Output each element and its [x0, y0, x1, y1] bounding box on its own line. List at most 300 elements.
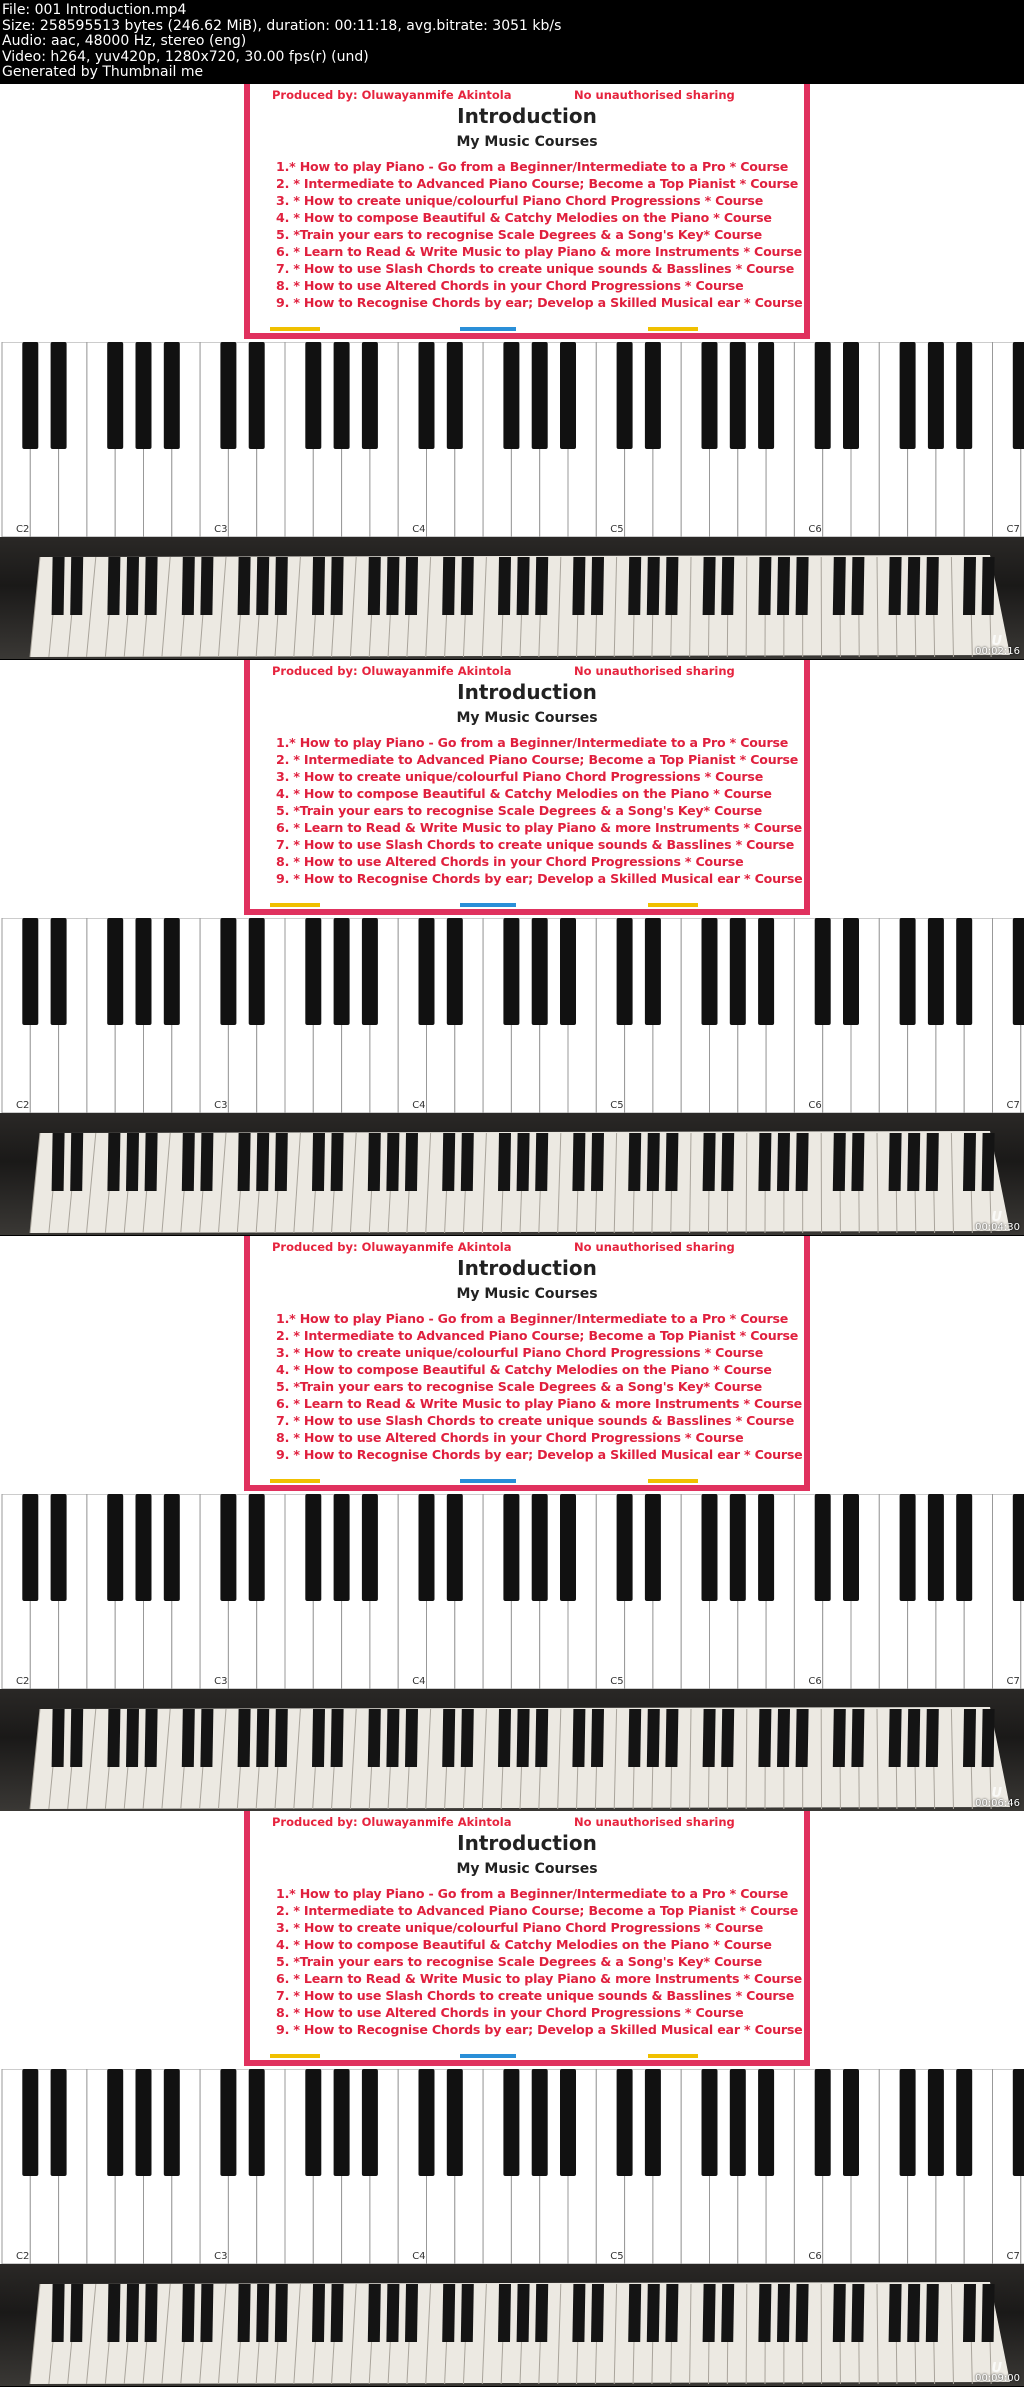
photo-black-key: [312, 2284, 325, 2342]
course-item: 4. * How to compose Beautiful & Catchy Melodies on the Piano * Course: [276, 210, 772, 225]
photo-black-key: [982, 2284, 995, 2342]
black-key: [362, 1494, 378, 1601]
slide-bottom-strip: [270, 2054, 790, 2058]
photo-black-key: [796, 557, 809, 615]
photo-black-key: [461, 1133, 474, 1191]
black-key: [220, 1494, 236, 1601]
photo-black-key: [535, 1133, 548, 1191]
photo-black-key: [907, 557, 920, 615]
photo-black-key: [405, 1133, 418, 1191]
black-key: [107, 342, 123, 449]
black-key: [334, 918, 350, 1025]
black-key: [447, 2069, 463, 2176]
course-item: 4. * How to compose Beautiful & Catchy Melodies on the Piano * Course: [276, 786, 772, 801]
photo-black-key: [758, 1709, 771, 1767]
course-item: 9. * How to Recognise Chords by ear; Develop a Skilled Musical ear * Course: [276, 2022, 803, 2037]
photo-black-key: [368, 2284, 381, 2342]
black-key: [645, 918, 661, 1025]
black-key: [730, 2069, 746, 2176]
black-key: [220, 2069, 236, 2176]
black-key: [730, 918, 746, 1025]
black-key: [334, 1494, 350, 1601]
black-key: [702, 1494, 718, 1601]
course-item: 9. * How to Recognise Chords by ear; Develop a Skilled Musical ear * Course: [276, 871, 803, 886]
black-key: [447, 342, 463, 449]
black-key: [136, 342, 152, 449]
black-key: [305, 2069, 321, 2176]
keyboard-diagram-svg: [0, 1494, 1024, 1689]
video-frame: [0, 1811, 1024, 2386]
photo-black-key: [182, 1133, 195, 1191]
black-key: [900, 1494, 916, 1601]
photo-black-key: [628, 1133, 641, 1191]
photo-key-divider: [746, 557, 747, 657]
photo-black-key: [851, 2284, 864, 2342]
photo-black-key: [498, 1709, 511, 1767]
photo-black-key: [851, 1709, 864, 1767]
black-key: [419, 342, 435, 449]
black-key: [843, 2069, 859, 2176]
photo-black-key: [182, 2284, 195, 2342]
keyboard-diagram: [0, 918, 1024, 1113]
black-key: [107, 918, 123, 1025]
photo-black-key: [368, 1709, 381, 1767]
video-info: Video: h264, yuv420p, 1280x720, 30.00 fps(r) (und): [2, 48, 369, 65]
black-key: [532, 342, 548, 449]
black-key: [645, 1494, 661, 1601]
photo-black-key: [107, 557, 120, 615]
octave-label: C4: [412, 1676, 426, 1687]
video-frame: [0, 660, 1024, 1235]
photo-black-key: [331, 1709, 344, 1767]
photo-black-key: [703, 1709, 716, 1767]
course-item: 8. * How to use Altered Chords in your Chord Progressions * Course: [276, 278, 744, 293]
octave-label: C4: [412, 1100, 426, 1111]
producer-credit: Produced by: Oluwayanmife Akintola: [272, 88, 512, 102]
photo-black-key: [70, 1133, 83, 1191]
octave-label: C5: [610, 2251, 624, 2262]
keyboard-photo-svg: [0, 2264, 1024, 2386]
course-item: 7. * How to use Slash Chords to create unique sounds & Basslines * Course: [276, 1413, 795, 1428]
photo-black-key: [256, 1133, 269, 1191]
black-key: [560, 1494, 576, 1601]
black-key: [107, 1494, 123, 1601]
photo-black-key: [907, 1709, 920, 1767]
photo-black-key: [665, 557, 678, 615]
photo-black-key: [963, 1709, 976, 1767]
keyboard-diagram-svg: [0, 342, 1024, 537]
photo-black-key: [572, 1709, 585, 1767]
course-item: 2. * Intermediate to Advanced Piano Course; Become a Top Pianist * Course: [276, 1328, 799, 1343]
black-key: [51, 2069, 67, 2176]
black-key: [22, 2069, 38, 2176]
black-key: [532, 1494, 548, 1601]
black-key: [560, 2069, 576, 2176]
photo-black-key: [721, 2284, 734, 2342]
octave-label: C2: [16, 1100, 30, 1111]
black-key: [702, 918, 718, 1025]
octave-label: C3: [214, 1676, 228, 1687]
frame-timestamp: 00:06:46: [975, 1798, 1020, 1809]
file-size: Size: 258595513 bytes (246.62 MiB), duration: 00:11:18, avg.bitrate: 3051 kb/s: [2, 17, 562, 34]
photo-black-key: [386, 1133, 399, 1191]
black-key: [617, 342, 633, 449]
black-key: [503, 2069, 519, 2176]
photo-black-key: [665, 2284, 678, 2342]
photo-black-key: [517, 2284, 530, 2342]
black-key: [249, 918, 265, 1025]
black-key: [815, 342, 831, 449]
octave-label: C3: [214, 2251, 228, 2262]
photo-black-key: [628, 557, 641, 615]
sharing-notice: No unauthorised sharing: [574, 664, 735, 678]
black-key: [136, 1494, 152, 1601]
slide-subtitle: My Music Courses: [456, 1286, 598, 1302]
octave-label: C2: [16, 2251, 30, 2262]
course-list: [276, 158, 803, 311]
photo-black-key: [275, 557, 288, 615]
photo-black-key: [200, 557, 213, 615]
sharing-notice: No unauthorised sharing: [574, 88, 735, 102]
black-key: [900, 2069, 916, 2176]
photo-black-key: [721, 557, 734, 615]
octave-label: C5: [610, 1676, 624, 1687]
audio-info: Audio: aac, 48000 Hz, stereo (eng): [2, 33, 247, 49]
photo-black-key: [758, 2284, 771, 2342]
black-key: [22, 1494, 38, 1601]
photo-black-key: [386, 1709, 399, 1767]
keyboard-diagram: [0, 1494, 1024, 1689]
photo-black-key: [52, 2284, 65, 2342]
octave-label: C5: [610, 524, 624, 535]
watermark-logo: U: [991, 1210, 1002, 1225]
sharing-notice: No unauthorised sharing: [574, 1815, 735, 1829]
black-key: [136, 918, 152, 1025]
photo-black-key: [665, 1709, 678, 1767]
keyboard-photo-svg: [0, 537, 1024, 659]
photo-black-key: [238, 1133, 251, 1191]
keyboard-photo-svg: [0, 1113, 1024, 1235]
photo-black-key: [758, 557, 771, 615]
photo-black-key: [386, 2284, 399, 2342]
photo-black-key: [145, 1133, 158, 1191]
black-key: [249, 1494, 265, 1601]
photo-black-key: [665, 1133, 678, 1191]
course-item: 3. * How to create unique/colourful Piano Chord Progressions * Course: [276, 1345, 764, 1360]
black-key: [645, 342, 661, 449]
black-key: [503, 342, 519, 449]
course-item: 5. *Train your ears to recognise Scale Degrees & a Song's Key* Course: [276, 803, 763, 818]
photo-black-key: [275, 1709, 288, 1767]
course-item: 3. * How to create unique/colourful Piano Chord Progressions * Course: [276, 1920, 764, 1935]
black-key: [22, 342, 38, 449]
photo-black-key: [982, 1133, 995, 1191]
octave-label: C3: [214, 1100, 228, 1111]
frame-timestamp: 00:09:00: [975, 2373, 1020, 2384]
black-key: [617, 1494, 633, 1601]
photo-black-key: [107, 2284, 120, 2342]
slide-title: Introduction: [457, 1831, 597, 1855]
black-key: [164, 2069, 180, 2176]
black-key: [164, 918, 180, 1025]
black-key: [617, 918, 633, 1025]
photo-black-key: [517, 1709, 530, 1767]
photo-black-key: [461, 557, 474, 615]
black-key: [843, 1494, 859, 1601]
black-key: [362, 342, 378, 449]
black-key: [1013, 342, 1024, 449]
photo-black-key: [107, 1709, 120, 1767]
photo-black-key: [647, 557, 660, 615]
photo-black-key: [498, 1133, 511, 1191]
octave-label: C4: [412, 524, 426, 535]
photo-black-key: [796, 1709, 809, 1767]
photo-black-key: [442, 1709, 455, 1767]
photo-black-key: [535, 2284, 548, 2342]
course-item: 4. * How to compose Beautiful & Catchy Melodies on the Piano * Course: [276, 1362, 772, 1377]
photo-black-key: [442, 2284, 455, 2342]
photo-black-key: [535, 557, 548, 615]
photo-black-key: [442, 1133, 455, 1191]
course-item: 1.* How to play Piano - Go from a Beginner/Intermediate to a Pro * Course: [276, 159, 789, 174]
slide-subtitle: My Music Courses: [456, 710, 598, 726]
photo-black-key: [833, 1133, 846, 1191]
photo-black-key: [70, 557, 83, 615]
black-key: [956, 1494, 972, 1601]
photo-black-key: [331, 557, 344, 615]
course-item: 5. *Train your ears to recognise Scale Degrees & a Song's Key* Course: [276, 227, 763, 242]
octave-label: C6: [808, 524, 822, 535]
black-key: [220, 918, 236, 1025]
photo-black-key: [145, 2284, 158, 2342]
keyboard-diagram: [0, 342, 1024, 537]
black-key: [362, 2069, 378, 2176]
photo-black-key: [572, 1133, 585, 1191]
course-slide: [244, 660, 810, 915]
octave-label: C7: [1006, 524, 1020, 535]
black-key: [758, 1494, 774, 1601]
photo-black-key: [647, 1133, 660, 1191]
photo-black-key: [982, 557, 995, 615]
slide-title: Introduction: [457, 680, 597, 704]
keyboard-diagram-svg: [0, 918, 1024, 1113]
photo-black-key: [889, 1133, 902, 1191]
black-key: [928, 342, 944, 449]
octave-label: C2: [16, 524, 30, 535]
producer-credit: Produced by: Oluwayanmife Akintola: [272, 664, 512, 678]
producer-credit: Produced by: Oluwayanmife Akintola: [272, 1815, 512, 1829]
course-item: 2. * Intermediate to Advanced Piano Course; Become a Top Pianist * Course: [276, 752, 799, 767]
black-key: [22, 918, 38, 1025]
photo-black-key: [238, 1709, 251, 1767]
watermark-logo: U: [991, 2361, 1002, 2376]
photo-black-key: [145, 1709, 158, 1767]
photo-black-key: [926, 1709, 939, 1767]
photo-black-key: [572, 2284, 585, 2342]
slide-bottom-strip: [270, 903, 790, 907]
photo-black-key: [535, 1709, 548, 1767]
course-item: 7. * How to use Slash Chords to create unique sounds & Basslines * Course: [276, 261, 795, 276]
watermark-logo: U: [991, 1786, 1002, 1801]
black-key: [702, 2069, 718, 2176]
slide-area: [0, 84, 1024, 342]
black-key: [1013, 1494, 1024, 1601]
photo-black-key: [777, 557, 790, 615]
photo-black-key: [851, 1133, 864, 1191]
black-key: [532, 2069, 548, 2176]
course-item: 6. * Learn to Read & Write Music to play Piano & more Instruments * Course: [276, 820, 802, 835]
photo-black-key: [200, 2284, 213, 2342]
black-key: [51, 1494, 67, 1601]
photo-black-key: [628, 2284, 641, 2342]
photo-black-key: [200, 1133, 213, 1191]
photo-black-key: [517, 557, 530, 615]
octave-label: C2: [16, 1676, 30, 1687]
black-key: [560, 918, 576, 1025]
slide-subtitle: My Music Courses: [456, 1861, 598, 1877]
course-item: 8. * How to use Altered Chords in your Chord Progressions * Course: [276, 1430, 744, 1445]
photo-black-key: [963, 1133, 976, 1191]
photo-black-key: [275, 1133, 288, 1191]
black-key: [956, 2069, 972, 2176]
frame-timestamp: 00:04:30: [975, 1222, 1020, 1233]
photo-black-key: [461, 1709, 474, 1767]
octave-label: C6: [808, 1100, 822, 1111]
photo-black-key: [572, 557, 585, 615]
video-frame: [0, 84, 1024, 659]
black-key: [815, 1494, 831, 1601]
black-key: [503, 918, 519, 1025]
photo-black-key: [312, 557, 325, 615]
photo-black-key: [405, 2284, 418, 2342]
photo-black-key: [498, 2284, 511, 2342]
photo-black-key: [145, 557, 158, 615]
photo-black-key: [126, 2284, 139, 2342]
photo-black-key: [758, 1133, 771, 1191]
photo-black-key: [833, 1709, 846, 1767]
photo-black-key: [703, 2284, 716, 2342]
course-item: 9. * How to Recognise Chords by ear; Develop a Skilled Musical ear * Course: [276, 295, 803, 310]
black-key: [758, 2069, 774, 2176]
photo-black-key: [591, 2284, 604, 2342]
photo-black-key: [647, 1709, 660, 1767]
photo-black-key: [256, 2284, 269, 2342]
course-item: 2. * Intermediate to Advanced Piano Course; Become a Top Pianist * Course: [276, 1903, 799, 1918]
sharing-notice: No unauthorised sharing: [574, 1240, 735, 1254]
slide-bottom-strip: [270, 1479, 790, 1483]
photo-black-key: [256, 557, 269, 615]
photo-black-key: [182, 1709, 195, 1767]
photo-black-key: [926, 557, 939, 615]
photo-black-key: [256, 1709, 269, 1767]
black-key: [305, 342, 321, 449]
video-frame: [0, 1236, 1024, 1811]
black-key: [447, 918, 463, 1025]
photo-black-key: [926, 1133, 939, 1191]
photo-black-key: [833, 2284, 846, 2342]
black-key: [900, 342, 916, 449]
black-key: [305, 918, 321, 1025]
photo-black-key: [703, 557, 716, 615]
slide-area: [0, 1236, 1024, 1494]
black-key: [758, 342, 774, 449]
course-item: 3. * How to create unique/colourful Piano Chord Progressions * Course: [276, 769, 764, 784]
photo-black-key: [312, 1133, 325, 1191]
photo-black-key: [52, 1709, 65, 1767]
photo-black-key: [107, 1133, 120, 1191]
black-key: [136, 2069, 152, 2176]
course-item: 7. * How to use Slash Chords to create unique sounds & Basslines * Course: [276, 1988, 795, 2003]
photo-black-key: [889, 2284, 902, 2342]
photo-black-key: [442, 557, 455, 615]
black-key: [503, 1494, 519, 1601]
black-key: [560, 342, 576, 449]
black-key: [928, 2069, 944, 2176]
course-slide: [244, 1811, 810, 2066]
black-key: [164, 342, 180, 449]
photo-black-key: [405, 557, 418, 615]
photo-black-key: [796, 2284, 809, 2342]
course-item: 4. * How to compose Beautiful & Catchy Melodies on the Piano * Course: [276, 1937, 772, 1952]
photo-black-key: [647, 2284, 660, 2342]
watermark-logo: U: [991, 634, 1002, 649]
photo-black-key: [889, 557, 902, 615]
course-item: 1.* How to play Piano - Go from a Beginner/Intermediate to a Pro * Course: [276, 1311, 789, 1326]
photo-black-key: [777, 1133, 790, 1191]
black-key: [730, 1494, 746, 1601]
photo-black-key: [275, 2284, 288, 2342]
photo-black-key: [312, 1709, 325, 1767]
octave-label: C6: [808, 1676, 822, 1687]
black-key: [532, 918, 548, 1025]
photo-black-key: [703, 1133, 716, 1191]
black-key: [843, 342, 859, 449]
photo-black-key: [777, 2284, 790, 2342]
black-key: [617, 2069, 633, 2176]
photo-key-divider: [746, 1133, 747, 1233]
keyboard-photo: [0, 1689, 1024, 1811]
keyboard-photo: [0, 1113, 1024, 1235]
black-key: [164, 1494, 180, 1601]
black-key: [815, 2069, 831, 2176]
photo-black-key: [721, 1709, 734, 1767]
photo-black-key: [498, 557, 511, 615]
black-key: [305, 1494, 321, 1601]
black-key: [334, 2069, 350, 2176]
course-item: 8. * How to use Altered Chords in your Chord Progressions * Course: [276, 2005, 744, 2020]
black-key: [51, 918, 67, 1025]
black-key: [900, 918, 916, 1025]
photo-black-key: [926, 2284, 939, 2342]
black-key: [758, 918, 774, 1025]
black-key: [815, 918, 831, 1025]
black-key: [249, 2069, 265, 2176]
photo-black-key: [591, 1709, 604, 1767]
black-key: [956, 342, 972, 449]
file-info-header: [0, 0, 1024, 84]
file-name: File: 001 Introduction.mp4: [2, 2, 187, 18]
slide-subtitle: My Music Courses: [456, 134, 598, 150]
course-item: 3. * How to create unique/colourful Piano Chord Progressions * Course: [276, 193, 764, 208]
course-list: [276, 1885, 803, 2038]
photo-black-key: [889, 1709, 902, 1767]
photo-black-key: [721, 1133, 734, 1191]
photo-black-key: [200, 1709, 213, 1767]
course-list: [276, 734, 803, 887]
octave-label: C4: [412, 2251, 426, 2262]
slide-area: [0, 1811, 1024, 2069]
photo-black-key: [126, 1133, 139, 1191]
